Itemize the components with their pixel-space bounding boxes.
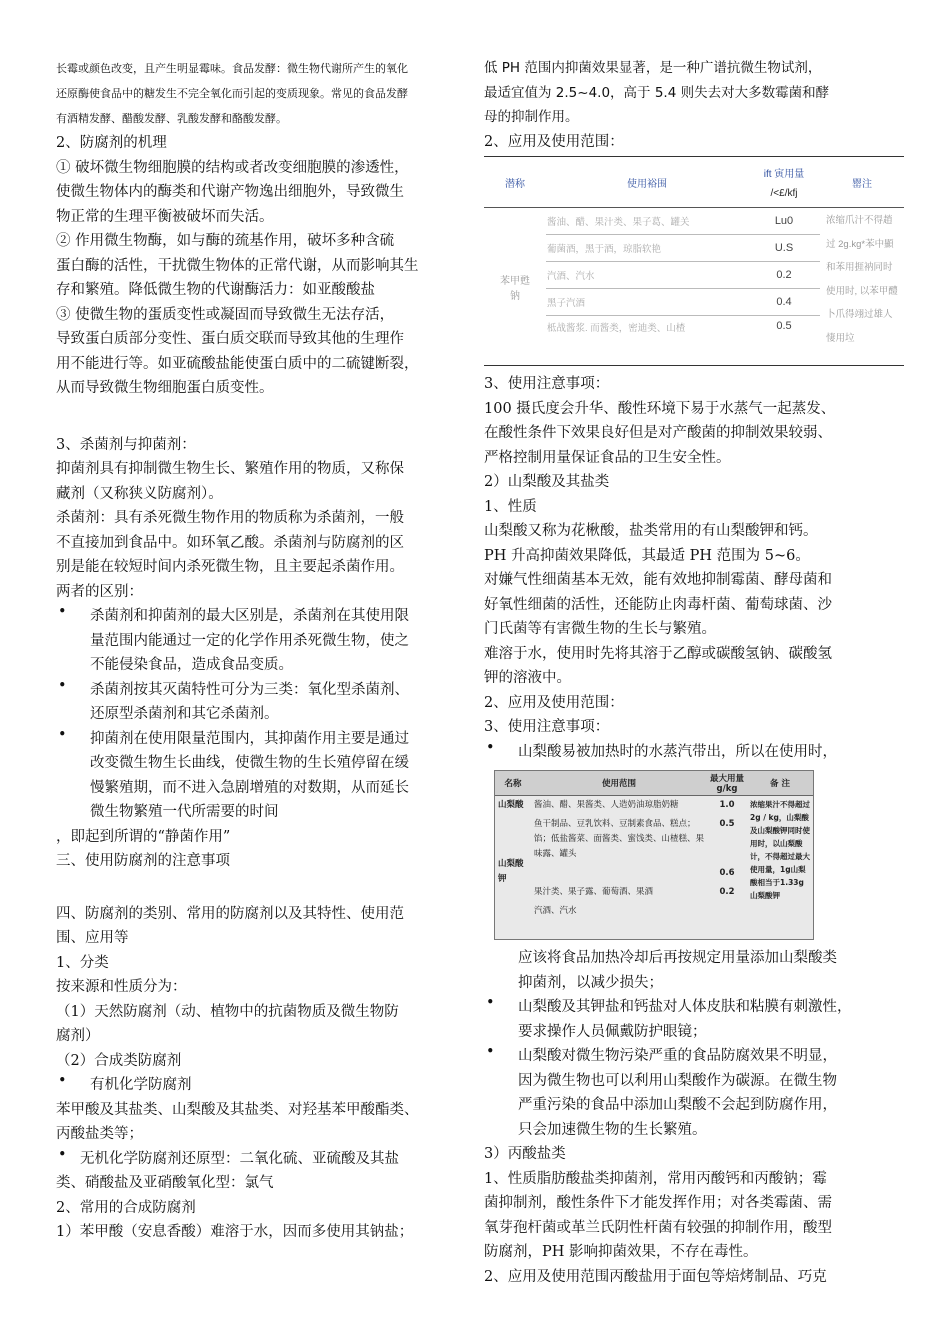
paragraph-line: 对嫌气性细菌基本无效，能有效地抑制霉菌、酵母菌和	[484, 572, 832, 588]
paragraph-line: PH 升高抑菌效果降低，其最适 PH 范围为 5~6。	[484, 547, 810, 564]
bullet-line: 不能侵染食品，造成食品变质。	[90, 657, 293, 673]
bullet-line: 微生物繁殖一代所需要的时间	[90, 804, 279, 820]
table-header-use: 使用裕围	[546, 157, 748, 208]
table-cell-use: 酱油、醋、果汁类、果子葛、罐关	[546, 208, 748, 235]
bullet-line: 无机化学防腐剂还原型：二氧化硫、亚硫酸及其盐	[80, 1150, 399, 1167]
bullet-line: 应该将食品加热冷却后再按规定用量添加山梨酸类	[518, 950, 837, 966]
paragraph-line: 1、性质脂肪酸盐类抑菌剂，常用丙酸钙和丙酸钠；霉	[484, 1170, 827, 1187]
table-cell-value: 0.2	[719, 887, 735, 897]
right-column	[484, 56, 904, 1289]
bullet-line: 因为微生物也可以利用山梨酸作为碳源。在微生物	[518, 1072, 837, 1089]
table-cell-use: 汽酒、汽水	[534, 906, 577, 916]
bullet-icon: •	[58, 1146, 67, 1163]
table-cell-value: U.S	[748, 235, 820, 262]
section-heading: 1、分类	[56, 954, 109, 971]
bullet-line: 抑菌剂，以减少损失；	[518, 974, 663, 991]
paragraph-line: ，即起到所谓的“静菌作用”	[56, 828, 231, 845]
sorbic-usage-table	[495, 771, 813, 921]
benzoate-usage-table	[484, 156, 904, 366]
section-heading: 3、杀菌剂与抑菌剂：	[56, 436, 196, 453]
bullet-item	[484, 1044, 904, 1142]
table-row	[484, 208, 904, 235]
bullet-line: 山梨酸及其钾盐和钙盐对人体皮肤和粘膜有刺激性，	[518, 999, 852, 1015]
bullet-line: 慢繁殖期，而不进入急剧增殖的对数期，从而延长	[90, 779, 409, 796]
bullet-icon: •	[58, 604, 67, 620]
paragraph-line: 蛋白酶的活性，干扰微生物体的正常代谢，从而影响其生	[56, 257, 419, 274]
table-cell-name: 苯甲甦 钠	[484, 208, 546, 366]
table-header: 使用范围	[531, 771, 707, 796]
table-cell-value: Lu0	[748, 208, 820, 235]
paragraph-line: 钾的溶液中。	[484, 670, 571, 686]
bullet-line: 山梨酸易被加热时的水蒸汽带出，所以在使用时，	[518, 743, 837, 760]
section-heading: 2、常用的合成防腐剂	[56, 1199, 196, 1216]
table-cell-use: 黑子汽酒	[546, 289, 748, 316]
bullet-line: 杀菌剂按其灭菌特性可分为三类：氧化型杀菌剂、	[90, 681, 409, 698]
table-header: 名称	[495, 771, 531, 796]
table-cell-use: 汽酒、汽水	[546, 262, 748, 289]
bullet-line: 还原型杀菌剂和其它杀菌剂。	[90, 706, 279, 722]
paragraph-line: 难溶于水，使用时先将其溶于乙醇或碳酸氢钠、碳酸氢	[484, 645, 832, 662]
bullet-line: 有机化学防腐剂	[90, 1077, 192, 1093]
bullet-line: 量范围内能通过一定的化学作用杀死微生物，使之	[90, 632, 409, 649]
section-heading: 三、使用防腐剂的注意事项	[56, 853, 230, 869]
paragraph-line: 物正常的生理平衡被破坏而失活。	[56, 208, 274, 225]
bullet-line: 要求操作人员佩戴防护眼镜；	[518, 1023, 707, 1040]
section-heading: 1、性质	[484, 498, 537, 515]
table-cell-use: 酱油、醋、果酱类、人造奶油琼脂奶糖	[534, 800, 679, 810]
table-cell-value: 0.2	[748, 262, 820, 289]
table-cell-value	[707, 902, 747, 921]
paragraph-line: 2、应用及使用范围丙酸盐用于面包等焙烤制品、巧克	[484, 1268, 827, 1285]
paragraph-line: 门氏菌等有害微生物的生长与繁殖。	[484, 621, 716, 637]
paragraph-line: 菌抑制剂，酸性条件下才能发挥作用；对各类霉菌、需	[484, 1195, 832, 1211]
section-heading: 2、应用及使用范围：	[484, 133, 624, 150]
bullet-icon: •	[486, 739, 495, 756]
paragraph-line: 低 PH 范围内抑菌效果显著，是一种广谱抗微生物试剂，	[484, 60, 822, 76]
bullet-icon: •	[58, 726, 67, 743]
paragraph-line: 使微生物体内的酶类和代谢产物逸出细胞外，导致微生	[56, 184, 404, 200]
intro-line: 长霉或颜色改变，且产生明显霉味。食品发酵：微生物代谢所产生的氧化	[56, 62, 408, 75]
bullet-line: 只会加速微生物的生长繁殖。	[518, 1121, 707, 1138]
bullet-line: 严重污染的食品中添加山梨酸不会起到防腐作用，	[518, 1097, 837, 1113]
section-heading: 2、防腐剂的机理	[56, 135, 167, 151]
paragraph-line: 100 摄氏度会升华、酸性环境下易于水蒸气一起蒸发、	[484, 400, 836, 417]
section-heading: 3、使用注意事项：	[484, 376, 610, 392]
paragraph-line: 存和繁殖。降低微生物的代谢酶活力：如亚酸酸盐	[56, 282, 375, 298]
section-heading: 围、应用等	[56, 930, 129, 946]
bullet-item	[484, 995, 904, 1044]
bullet-icon: •	[58, 1073, 67, 1089]
paragraph-line: 好氧性细菌的活性，还能防止肉毒杆菌、葡萄球菌、沙	[484, 596, 832, 613]
paragraph-line: 杀菌剂：具有杀死微生物作用的物质称为杀菌剂，一般	[56, 510, 404, 526]
paragraph-line: 类、硝酸盐及亚硝酸氧化型：氯气	[56, 1175, 274, 1191]
intro-line: 还原酶使食品中的糖发生不完全氧化而引起的变质现象。常见的食品发酵	[56, 87, 408, 100]
table-header: 最大用量g/kg	[707, 771, 747, 796]
paragraph-line: 严格控制用量保证食品的卫生安全性。	[484, 449, 731, 466]
paragraph-line: 两者的区别：	[56, 583, 143, 600]
table-cell-use	[531, 864, 707, 883]
bullet-line: 抑菌剂在使用限量范围内，其抑菌作用主要是通过	[90, 730, 409, 747]
sorbic-usage-table-image	[494, 770, 814, 940]
table-header: 备 注	[747, 771, 813, 796]
paragraph-line: （1）天然防腐剂（动、植物中的抗菌物质及微生物防	[56, 1003, 399, 1020]
bullet-continuation	[484, 946, 904, 995]
table-header-qty: ift 寅用量 /<£/kfj	[748, 157, 820, 208]
left-column	[56, 56, 474, 1245]
paragraph-line: ② 作用微生物酶，如与酶的巯基作用，破坏多种含硫	[56, 233, 395, 249]
paragraph-line: 防腐剂，PH 影响抑菌效果，不存在毒性。	[484, 1244, 758, 1260]
table-header-name: 潜称	[484, 157, 546, 208]
section-heading: 3、使用注意事项：	[484, 719, 610, 735]
bullet-icon: •	[58, 677, 67, 694]
table-cell-value: 0.5	[748, 316, 820, 366]
paragraph-line: 最适宜值为 2.5~4.0，高于 5.4 则失去对大多数霉菌和酵	[484, 84, 830, 101]
table-cell-value: 0.4	[748, 289, 820, 316]
paragraph-line: （2）合成类防腐剂	[56, 1052, 182, 1069]
table-cell-use: 果汁类、果子露、葡萄酒、果酒	[534, 887, 654, 897]
paragraph-line: 在酸性条件下效果良好但是对产酸菌的抑制效果较弱、	[484, 425, 832, 441]
table-cell-value: 1.0	[719, 800, 735, 810]
paragraph-line: 山梨酸又称为花楸酸，盐类常用的有山梨酸钾和钙。	[484, 523, 818, 539]
bullet-item	[56, 678, 474, 727]
bullet-icon: •	[486, 995, 495, 1011]
bullet-item	[484, 740, 904, 765]
bullet-icon: •	[486, 1044, 495, 1060]
table-cell-note: 浓缩爪汁不得趙 过 2g.kg*苯中顯 和苯用捱衲同时 使用时, 以苯甲醴 卜爪得翊过雄人 悽用垃	[820, 208, 904, 366]
paragraph-line: ① 破坏微生物细胞膜的结构或者改变细胞膜的渗透性，	[56, 159, 409, 176]
section-heading: 四、防腐剂的类别、常用的防腐剂以及其特性、使用范	[56, 905, 404, 922]
paragraph-line: 不直接加到食品中。如环氧乙酸。杀菌剂与防腐剂的区	[56, 534, 404, 551]
section-heading: 2、应用及使用范围：	[484, 694, 624, 711]
paragraph-line: 导致蛋白质部分变性、蛋白质交联而导致其他的生理作	[56, 331, 404, 347]
section-heading: 2）山梨酸及其盐类	[484, 474, 610, 490]
table-cell-use: 葡菌酒，黑于酒，琼脂软艳	[546, 235, 748, 262]
paragraph-line: 按来源和性质分为：	[56, 979, 187, 995]
intro-line: 有酒精发酵、醋酸发酵、乳酸发酵和酪酸发酵。	[56, 112, 287, 125]
table-cell-use: 鱼干制品、豆乳饮料、豆制素食品、糕点；馅；低盐酱菜、面酱类、蜜饯类、山楂糕、果味露、罐头	[534, 819, 705, 859]
table-cell-remark: 浓缩果汁不得超过2g / kg，山梨酸及山梨酸钾同时使用时，以山梨酸计，不得超过最大使用量，1g山梨酸相当于1.33g山梨酸钾	[750, 800, 810, 900]
table-row	[495, 796, 813, 816]
paragraph-line: 从而导致微生物细胞蛋白质变性。	[56, 380, 274, 396]
bullet-line: 山梨酸对微生物污染严重的食品防腐效果不明显，	[518, 1048, 837, 1064]
bullet-line: 改变微生物生长曲线，使微生物的生长殖停留在缓	[90, 755, 409, 771]
paragraph-line: 氧芽孢杆菌或革兰氏阴性杆菌有较强的抑制作用，酸型	[484, 1219, 832, 1236]
paragraph-line: 丙酸盐类等；	[56, 1126, 143, 1142]
paragraph-line: ③ 使微生物的蛋质变性或凝固而导致微生无法存活，	[56, 306, 395, 323]
section-heading: 3）丙酸盐类	[484, 1146, 566, 1162]
paragraph-line: 藏剂（又称狭义防腐剂）。	[56, 485, 223, 502]
paragraph-line: 1）苯甲酸（安息香酸）难溶于水，因而多使用其钠盐；	[56, 1224, 414, 1240]
paragraph-line: 母的抑制作用。	[484, 109, 579, 125]
bullet-item	[56, 1073, 474, 1098]
bullet-item	[56, 604, 474, 678]
bullet-item	[56, 1147, 474, 1172]
paragraph-line: 用不能进行等。如亚硫酸盐能使蛋白质中的二硫键断裂，	[56, 355, 419, 372]
paragraph-line: 别是能在较短时间内杀死微生物，且主要起杀菌作用。	[56, 559, 404, 575]
table-cell-value: 0.6	[719, 868, 735, 878]
paragraph-line: 腐剂）	[56, 1028, 100, 1044]
table-cell-name: 山梨酸 山梨酸钾	[498, 800, 524, 884]
table-cell-value: 0.5	[719, 819, 735, 829]
bullet-item	[56, 727, 474, 825]
table-cell-use: 柢战酱浆. 而酱类，密迪类、山楂	[546, 316, 748, 366]
bullet-line: 杀菌剂和抑菌剂的最大区别是，杀菌剂在其使用限	[90, 608, 409, 624]
table-header-note: 罂注	[820, 157, 904, 208]
paragraph-line: 抑菌剂具有抑制微生物生长、繁殖作用的物质，又称保	[56, 461, 404, 477]
paragraph-line: 苯甲酸及其盐类、山梨酸及其盐类、对羟基苯甲酸酯类、	[56, 1101, 419, 1118]
